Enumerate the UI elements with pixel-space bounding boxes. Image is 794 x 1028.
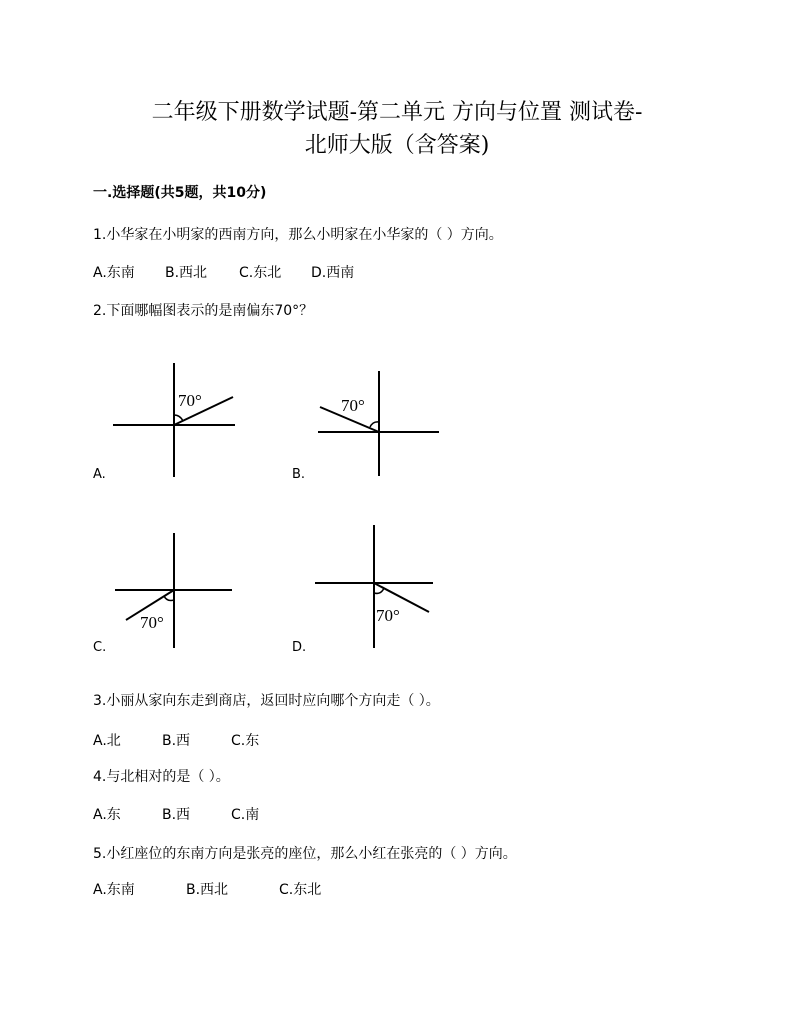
title-line-1: 二年级下册数学试题-第二单元 方向与位置 测试卷-: [151, 100, 643, 125]
diagram-c-label[interactable]: C.: [93, 640, 107, 655]
question-4: 4.与北相对的是（ ）。: [93, 769, 230, 785]
option-a[interactable]: A.东南: [93, 265, 135, 281]
option-c[interactable]: C.南: [231, 807, 260, 823]
diagram-c: [112, 530, 237, 650]
angle-label-b: 70°: [341, 396, 365, 415]
angle-label-c: 70°: [140, 613, 164, 632]
option-b[interactable]: B.西北: [165, 265, 208, 281]
option-b[interactable]: B.西: [162, 733, 191, 749]
option-b[interactable]: B.西北: [186, 882, 229, 898]
question-5: 5.小红座位的东南方向是张亮的座位，那么小红在张亮的（ ）方向。: [93, 846, 517, 862]
option-a[interactable]: A.北: [93, 733, 121, 749]
diagram-b: [315, 368, 445, 480]
diagram-b-label[interactable]: B.: [292, 467, 306, 482]
diagram-a: [110, 360, 240, 480]
option-c[interactable]: C.东北: [239, 265, 282, 281]
question-1: 1.小华家在小明家的西南方向，那么小明家在小华家的（ ）方向。: [93, 227, 503, 243]
angle-label-d: 70°: [376, 606, 400, 625]
option-b[interactable]: B.西: [162, 807, 191, 823]
option-c[interactable]: C.东北: [279, 882, 322, 898]
question-2: 2.下面哪幅图表示的是南偏东70°？: [93, 303, 314, 319]
question-3: 3.小丽从家向东走到商店，返回时应向哪个方向走（ ）。: [93, 693, 440, 709]
option-a[interactable]: A.东: [93, 807, 121, 823]
title-line-2: 北师大版（含答案): [304, 133, 490, 158]
diagram-d-label[interactable]: D.: [292, 640, 307, 655]
option-a[interactable]: A.东南: [93, 882, 135, 898]
section-heading: 一.选择题(共5题，共10分): [93, 185, 267, 201]
diagram-a-label[interactable]: A.: [93, 467, 106, 482]
angle-label-a: 70°: [178, 391, 202, 410]
diagram-d: [312, 522, 437, 652]
option-d[interactable]: D.西南: [311, 265, 355, 281]
option-c[interactable]: C.东: [231, 733, 260, 749]
